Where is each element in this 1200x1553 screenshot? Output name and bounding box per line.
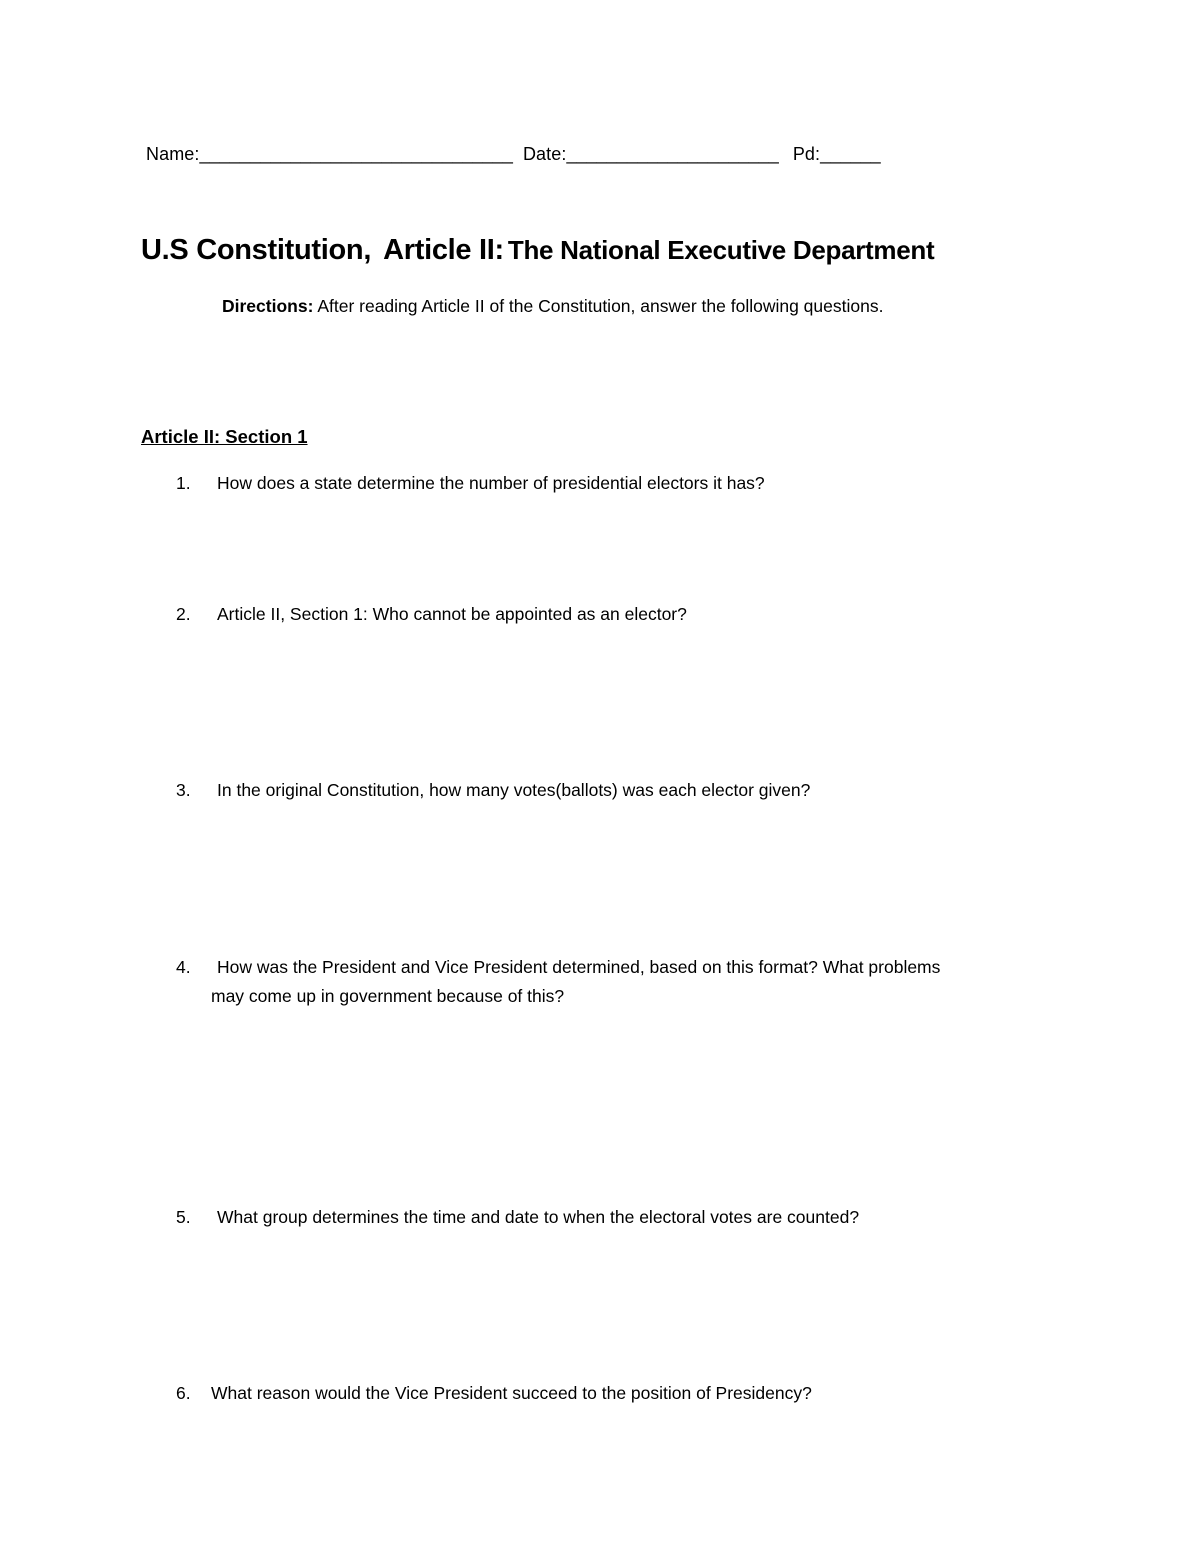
question-number: 3. [176,780,191,800]
date-field[interactable]: Date:_____________________ [522,144,779,164]
student-info-line [146,144,881,165]
title-part-department: The National Executive Department [507,235,935,265]
question-1 [176,473,765,494]
question-number: 2. [176,604,191,624]
question-number: 1. [176,473,191,493]
question-5 [176,1207,859,1228]
question-text: How does a state determine the number of presidential electors it has? [217,473,765,493]
question-number: 4. [176,957,191,977]
question-text: Article II, Section 1: Who cannot be appointed as an elector? [217,604,687,624]
question-4-continuation: may come up in government because of this? [211,986,565,1006]
page-title [141,234,934,267]
question-6 [176,1383,812,1404]
question-4 [176,957,940,978]
section-heading: Article II: Section 1 [141,426,308,447]
question-text: How was the President and Vice President determined, based on this format? What problems [217,957,941,977]
question-text: What group determines the time and date to when the electoral votes are counted? [217,1207,860,1227]
question-3 [176,780,810,801]
question-2 [176,604,687,625]
period-field[interactable]: Pd:______ [792,144,881,164]
question-number: 6. [176,1383,191,1403]
directions-text: After reading Article II of the Constitution, answer the following questions. [317,296,884,316]
directions-label: Directions: [222,296,314,316]
title-part-article: Article II: [383,234,504,266]
directions [222,296,883,317]
title-part-constitution: U.S Constitution, [141,234,372,266]
question-text: In the original Constitution, how many votes(ballots) was each elector given? [217,780,811,800]
question-text: What reason would the Vice President succeed to the position of Presidency? [211,1383,812,1403]
name-field[interactable]: Name:_______________________________ [146,144,513,164]
question-number: 5. [176,1207,191,1227]
